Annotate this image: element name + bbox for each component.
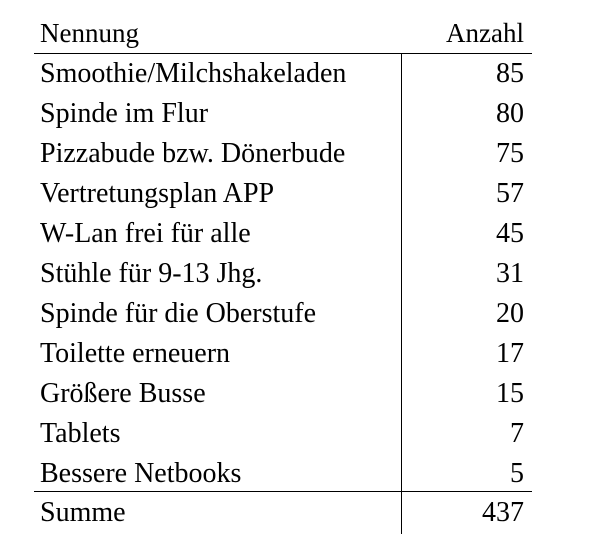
row-nennung: Vertretungsplan APP: [40, 178, 275, 209]
row-nennung: Stühle für 9-13 Jhg.: [40, 258, 263, 289]
row-anzahl: 75: [496, 138, 524, 169]
header-anzahl: Anzahl: [446, 18, 524, 48]
row-nennung: Toilette erneuern: [40, 338, 231, 369]
table-row: [34, 294, 532, 334]
row-anzahl: 85: [496, 58, 524, 89]
row-anzahl: 20: [496, 298, 524, 329]
row-anzahl: 80: [496, 98, 524, 129]
table-row: [34, 254, 532, 294]
table-row: [34, 414, 532, 454]
table-header: [34, 14, 532, 52]
row-anzahl: 5: [510, 458, 524, 489]
table-footer: [34, 492, 532, 534]
row-nennung: Größere Busse: [40, 378, 206, 409]
row-anzahl: 45: [496, 218, 524, 249]
header-nennung: Nennung: [40, 18, 139, 48]
row-nennung: Spinde im Flur: [40, 98, 209, 129]
table-row: [34, 174, 532, 214]
table-row: [34, 54, 532, 94]
footer-label: Summe: [40, 497, 126, 528]
row-anzahl: 17: [496, 338, 524, 369]
row-nennung: W-Lan frei für alle: [40, 218, 251, 249]
table-row: [34, 374, 532, 414]
table-row: [34, 334, 532, 374]
table-row: [34, 214, 532, 254]
table-row: [34, 454, 532, 494]
row-anzahl: 15: [496, 378, 524, 409]
survey-table: [34, 0, 532, 553]
table-row: [34, 94, 532, 134]
table-body: [34, 54, 532, 494]
row-nennung: Spinde für die Oberstufe: [40, 298, 317, 329]
row-anzahl: 7: [510, 418, 524, 449]
row-nennung: Pizzabude bzw. Dönerbude: [40, 138, 346, 169]
footer-total: 437: [482, 497, 524, 528]
row-nennung: Bessere Netbooks: [40, 458, 242, 489]
row-nennung: Smoothie/Milchshakeladen: [40, 58, 347, 89]
row-anzahl: 31: [496, 258, 524, 289]
table-row: [34, 134, 532, 174]
row-anzahl: 57: [496, 178, 524, 209]
row-nennung: Tablets: [40, 418, 121, 449]
